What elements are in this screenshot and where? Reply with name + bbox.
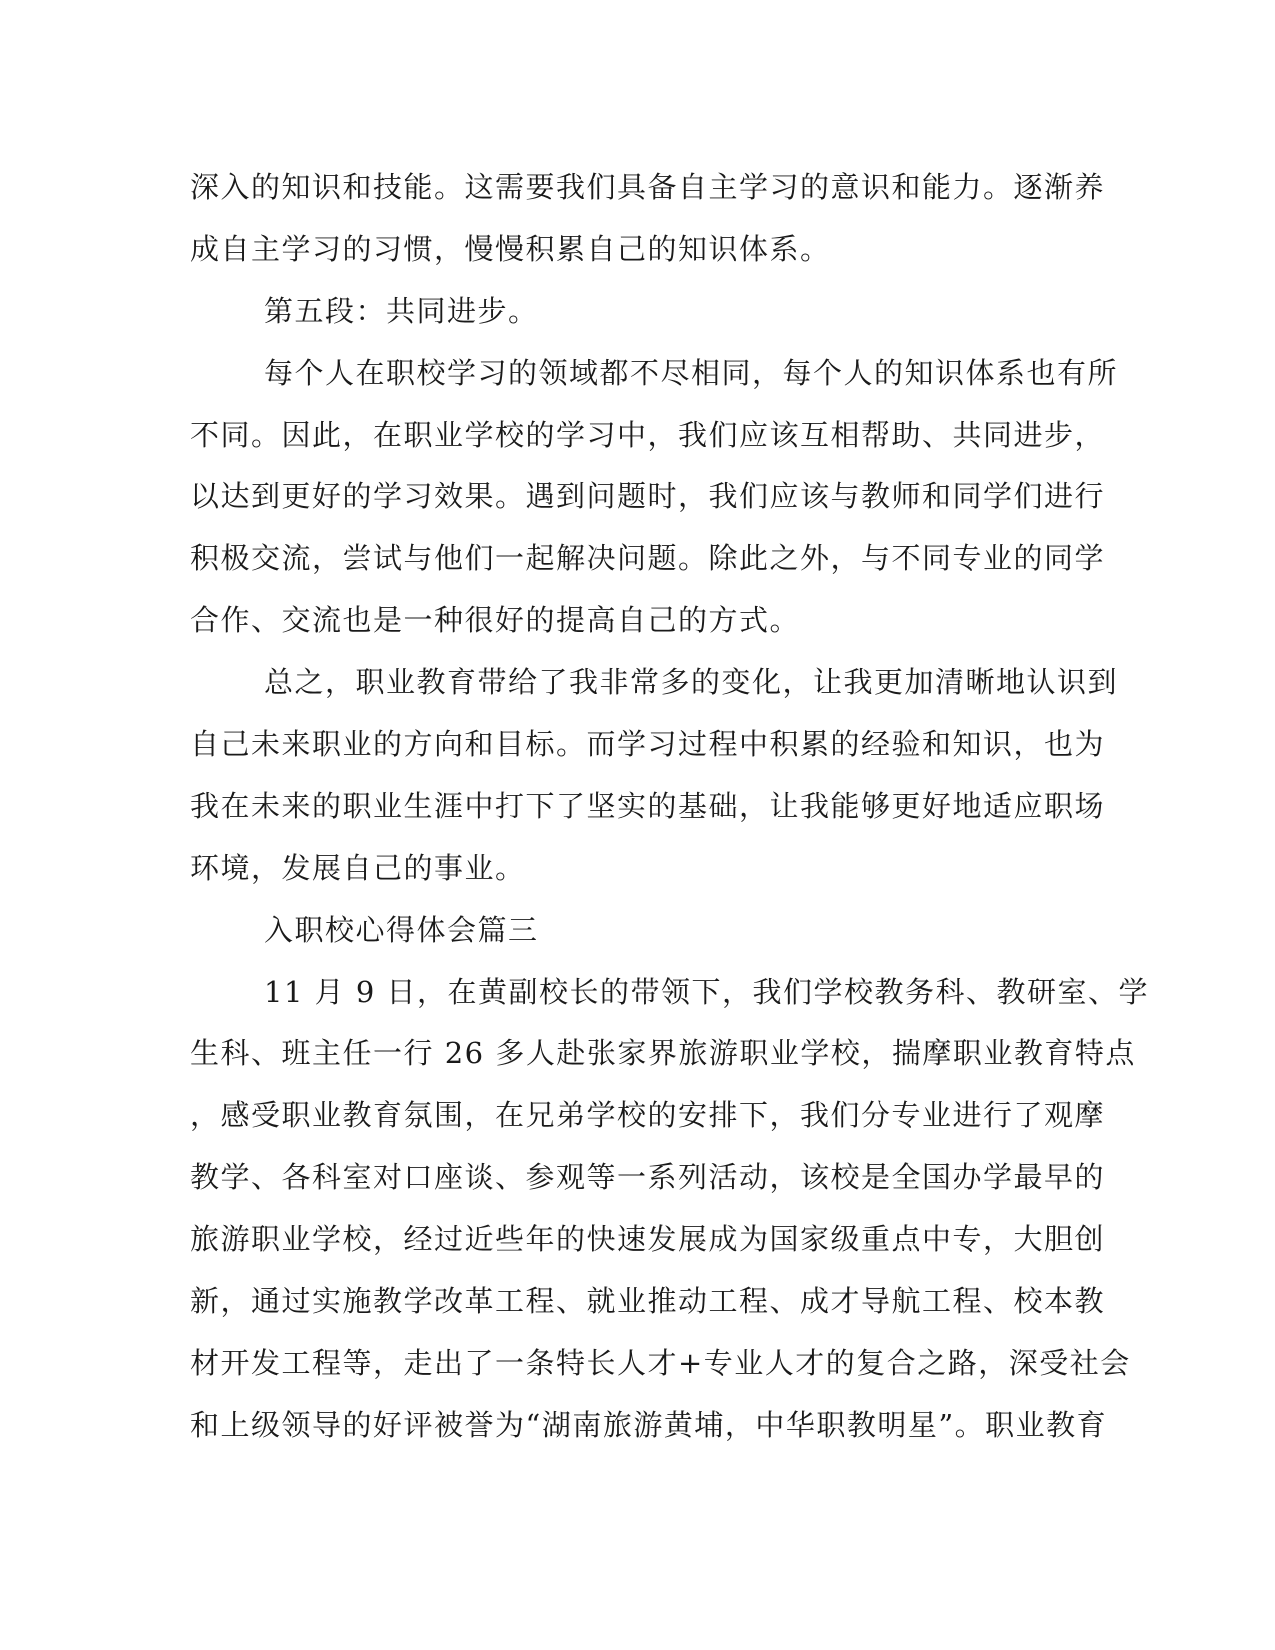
text-line: 积极交流，尝试与他们一起解决问题。除此之外，与不同专业的同学 [190, 541, 1106, 576]
section-heading: 入职校心得体会篇三 [264, 912, 539, 947]
text-line: 11 月 9 日，在黄副校长的带领下，我们学校教务科、教研室、学 [264, 974, 1150, 1009]
text-line: 合作、交流也是一种很好的提高自己的方式。 [190, 603, 801, 638]
text-line: 不同。因此，在职业学校的学习中，我们应该互相帮助、共同进步， [190, 417, 1106, 452]
text-line: ，感受职业教育氛围，在兄弟学校的安排下，我们分专业进行了观摩 [190, 1098, 1106, 1133]
text-line: 以达到更好的学习效果。遇到问题时，我们应该与教师和同学们进行 [190, 479, 1106, 514]
text-line: 旅游职业学校，经过近些年的快速发展成为国家级重点中专，大胆创 [190, 1222, 1106, 1257]
text-line: 生科、班主任一行 26 多人赴张家界旅游职业学校，揣摩职业教育特点 [190, 1036, 1136, 1071]
text-line: 每个人在职校学习的领域都不尽相同，每个人的知识体系也有所 [264, 355, 1119, 390]
section-heading: 第五段：共同进步。 [264, 293, 539, 328]
text-line: 新，通过实施教学改革工程、就业推动工程、成才导航工程、校本教 [190, 1284, 1106, 1319]
text-line: 总之，职业教育带给了我非常多的变化，让我更加清晰地认识到 [264, 665, 1119, 700]
text-line: 深入的知识和技能。这需要我们具备自主学习的意识和能力。逐渐养 [190, 170, 1106, 204]
text-line: 自己未来职业的方向和目标。而学习过程中积累的经验和知识，也为 [190, 727, 1106, 762]
text-line: 教学、各科室对口座谈、参观等一系列活动，该校是全国办学最早的 [190, 1160, 1106, 1195]
text-line: 成自主学习的习惯，慢慢积累自己的知识体系。 [190, 231, 831, 266]
body-text [190, 162, 1150, 1462]
text-line: 我在未来的职业生涯中打下了坚实的基础，让我能够更好地适应职场 [190, 788, 1106, 823]
text-line: 环境，发展自己的事业。 [190, 850, 526, 885]
text-line: 材开发工程等，走出了一条特长人才+专业人才的复合之路，深受社会 [190, 1345, 1131, 1380]
text-line: 和上级领导的好评被誉为“湖南旅游黄埔，中华职教明星”。职业教育 [190, 1407, 1108, 1442]
